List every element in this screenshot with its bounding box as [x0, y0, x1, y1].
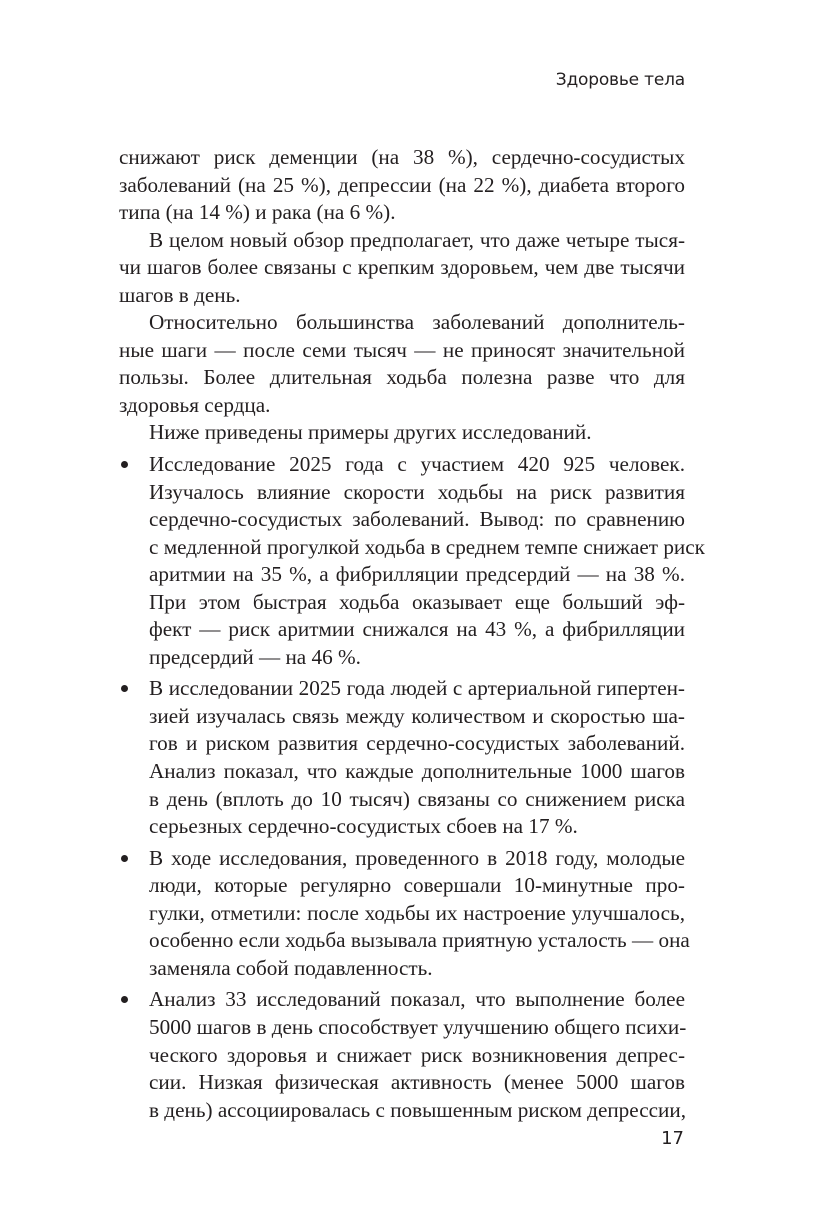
text-line: здоровья сердца.	[119, 392, 271, 417]
text-line: аритмии на 35 %, а фибрилляции предсердий — на 38 %.	[149, 562, 685, 587]
paragraph	[119, 419, 685, 447]
text-line: заменяла собой подавленность.	[149, 955, 433, 980]
text-line: пользы. Более длительная ходьба полезна разве что для	[119, 365, 685, 390]
text-line: При этом быстрая ходьба оказывает еще больший эф-	[149, 589, 685, 614]
text-line: люди, которые регулярно совершали 10-минутные про-	[149, 873, 685, 898]
text-line: гулки, отметили: после ходьбы их настроение улучшалось,	[149, 900, 685, 925]
text-line: гов и риском развития сердечно-сосудистых заболеваний.	[149, 731, 685, 756]
text-line: в день) ассоциировалась с повышенным риском депрессии,	[149, 1097, 686, 1122]
text-line: особенно если ходьба вызывала приятную усталость — она	[149, 928, 690, 953]
text-line: сердечно-сосудистых заболеваний. Вывод: по сравнению	[149, 507, 685, 532]
text-line: Ниже приведены примеры других исследований.	[149, 420, 592, 445]
text-line: типа (на 14 %) и рака (на 6 %).	[119, 200, 396, 225]
paragraph	[119, 309, 685, 419]
text-line: сии. Низкая физическая активность (менее 5000 шагов	[149, 1070, 685, 1095]
bullet-list	[119, 451, 705, 1124]
bullet-icon	[121, 855, 128, 862]
text-line: снижают риск деменции (на 38 %), сердечно-сосудистых	[119, 145, 685, 169]
text-line: ные шаги — после семи тысяч — не приносят значительной	[119, 337, 685, 362]
text-line: предсердий — на 46 %.	[149, 644, 361, 669]
text-line: Исследование 2025 года с участием 420 925 человек.	[149, 452, 685, 477]
text-line: Изучалось влияние скорости ходьбы на риск развития	[149, 479, 685, 504]
paragraph	[119, 227, 685, 310]
page-body	[119, 144, 705, 1124]
bullet-item	[119, 845, 690, 983]
text-line: с медленной прогулкой ходьба в среднем темпе снижает риск	[149, 534, 705, 559]
text-line: чи шагов более связаны с крепким здоровьем, чем две тысячи	[119, 255, 685, 280]
text-line: заболеваний (на 25 %), депрессии (на 22 %), диабета второго	[119, 172, 685, 197]
bullet-item	[119, 451, 705, 671]
text-line: Анализ 33 исследований показал, что выполнение более	[149, 987, 685, 1012]
text-line: В целом новый обзор предполагает, что даже четыре тыся-	[149, 227, 685, 252]
bullet-item	[119, 675, 685, 840]
running-head: Здоровье тела	[555, 70, 685, 90]
text-line: шагов в день.	[119, 282, 241, 307]
bullet-item	[119, 986, 685, 1124]
bullet-icon	[121, 996, 128, 1003]
text-line: ческого здоровья и снижает риск возникновения депрес-	[149, 1042, 685, 1067]
text-line: Относительно большинства заболеваний дополнитель-	[149, 310, 685, 335]
text-line: фект — риск аритмии снижался на 43 %, а фибрилляции	[149, 617, 685, 642]
text-line: серьезных сердечно-сосудистых сбоев на 17 %.	[149, 814, 578, 839]
bullet-icon	[121, 685, 128, 692]
bullet-icon	[121, 461, 128, 468]
text-line: зией изучалась связь между количеством и скоростью ша-	[149, 703, 685, 728]
text-line: в день (вплоть до 10 тысяч) связаны со снижением риска	[149, 786, 685, 811]
paragraph	[119, 144, 685, 227]
text-line: Анализ показал, что каждые дополнительные 1000 шагов	[149, 759, 685, 784]
text-line: 5000 шагов в день способствует улучшению общего психи-	[149, 1014, 687, 1039]
page-number: 17	[661, 1128, 684, 1149]
text-line: В исследовании 2025 года людей с артериальной гипертен-	[149, 676, 685, 701]
text-line: В ходе исследования, проведенного в 2018 году, молодые	[149, 845, 685, 870]
